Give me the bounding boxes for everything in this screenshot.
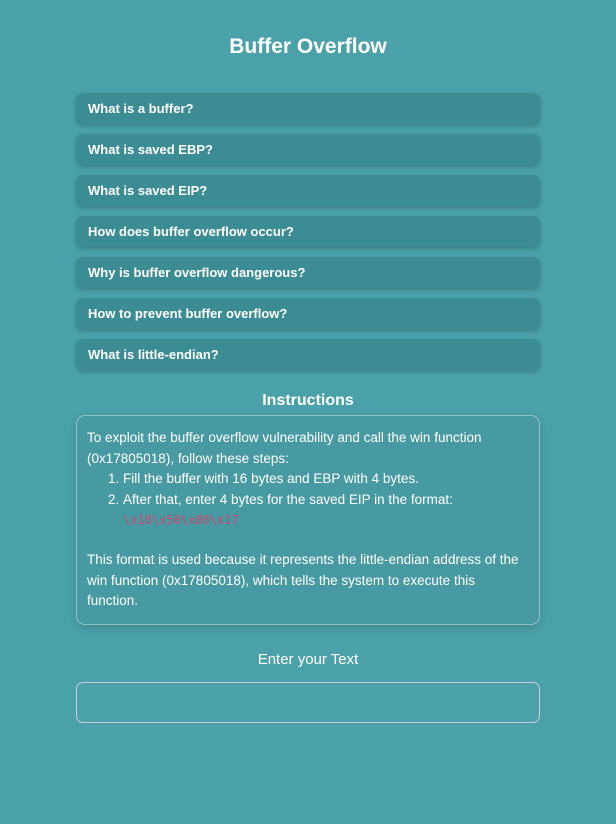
accordion-item-what-is-a-buffer[interactable]: What is a buffer? — [76, 93, 540, 124]
accordion-item-what-is-little-endian[interactable]: What is little-endian? — [76, 339, 540, 370]
instruction-step-2: 2. After that, enter 4 bytes for the saved EIP in the format: — [123, 490, 529, 511]
accordion-item-what-is-saved-eip[interactable]: What is saved EIP? — [76, 175, 540, 206]
accordion-item-why-is-buffer-overflow-dangerous[interactable]: Why is buffer overflow dangerous? — [76, 257, 540, 288]
accordion-item-how-to-prevent-buffer-overflow[interactable]: How to prevent buffer overflow? — [76, 298, 540, 329]
instructions-heading: Instructions — [262, 392, 354, 409]
main-container — [76, 34, 540, 723]
buffer-overflow-page — [0, 34, 616, 824]
instructions-panel — [76, 415, 540, 625]
accordion-item-what-is-saved-ebp[interactable]: What is saved EBP? — [76, 134, 540, 165]
faq-accordion — [76, 93, 540, 370]
page-title: Buffer Overflow — [229, 35, 387, 58]
instructions-steps — [87, 469, 529, 510]
text-input[interactable] — [76, 682, 540, 723]
instructions-intro: To exploit the buffer overflow vulnerability and call the win function (0x17805018), follow these steps: — [87, 430, 482, 466]
instruction-step-1: 1. Fill the buffer with 16 bytes and EBP with 4 bytes. — [123, 469, 529, 490]
payload-code: \x18\x50\x80\x17 — [123, 513, 239, 527]
accordion-item-how-does-buffer-overflow-occur[interactable]: How does buffer overflow occur? — [76, 216, 540, 247]
instructions-note: This format is used because it represents the little-endian address of the win function (0x17805018), which tells the system to execute this function. — [87, 552, 519, 608]
input-label: Enter your Text — [257, 650, 359, 668]
